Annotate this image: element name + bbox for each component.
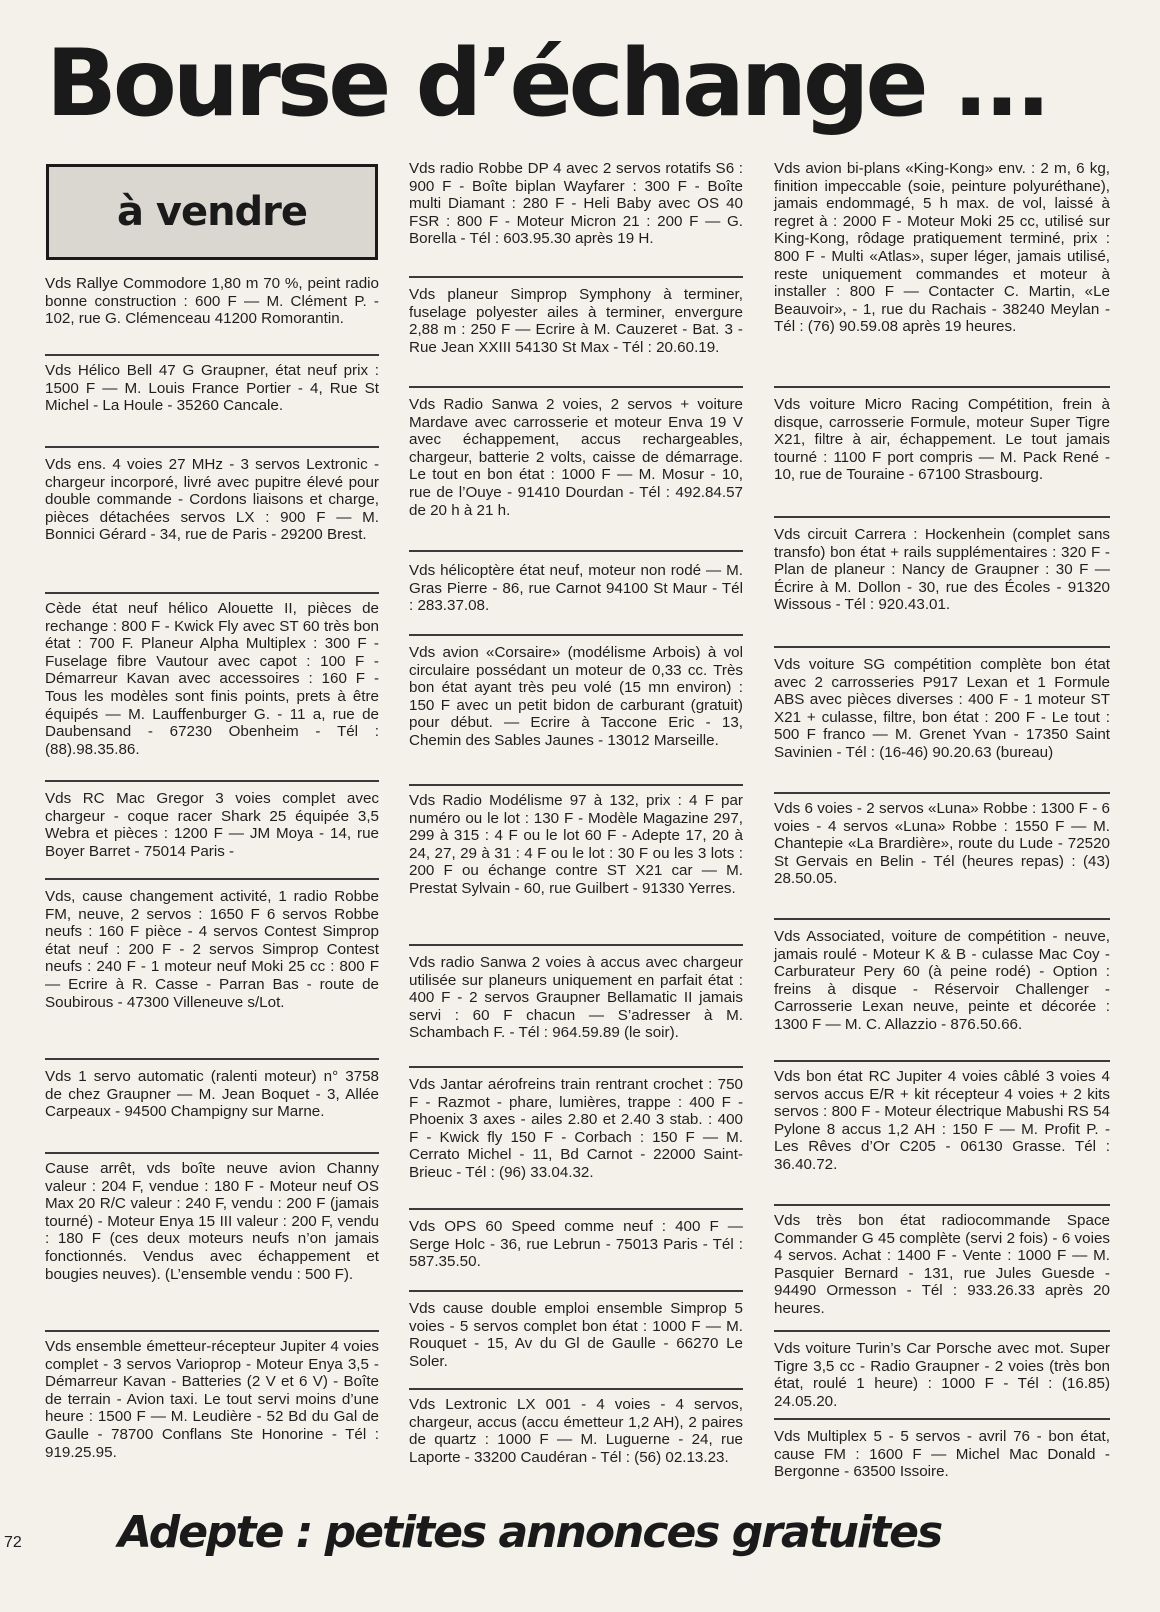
classified-ad: Vds OPS 60 Speed comme neuf : 400 F — Serge Holc - 36, rue Lebrun - 75013 Paris - Tél : 587.35.50. bbox=[409, 1218, 743, 1271]
classified-ad: Vds Associated, voiture de compétition - neuve, jamais roulé - Moteur K & B - culasse Mac Coy - Carburateur Pery 60 (à peine rodé) - Option : freins à disque - Réservoir Challenger - Carrosserie Lexan neuve, peinte et décorée : 1300 F — M. C. Allazzio - 876.50.66. bbox=[774, 928, 1110, 1033]
ad-divider bbox=[774, 516, 1110, 518]
ad-divider bbox=[45, 780, 379, 782]
classified-ad: Vds Lextronic LX 001 - 4 voies - 4 servos, chargeur, accus (accu émetteur 1,2 AH), 2 paires de quartz : 1000 F — M. Luguerne - 24, rue Laporte - 33200 Caudéran - Tél : (56) 02.13.23. bbox=[409, 1396, 743, 1466]
classified-ad: Vds voiture SG compétition complète bon état avec 2 carrosseries P917 Lexan et 1 Formule ABS avec pièces diverses : 400 F - 1 moteur ST X21 + culasse, filtre, bon état : 200 F - Le tout : 500 F franco — M. Grenet Yvan - 17350 Saint Savinien - Tél : (16-46) 90.20.63 (bureau) bbox=[774, 656, 1110, 761]
classified-ad: Vds bon état RC Jupiter 4 voies câblé 3 voies 4 servos accus E/R + kit récepteur 4 voies + 2 kits servos : 800 F - Moteur électrique Mabushi RS 54 Pylone 8 accus 1,2 AH : 150 F — M. Profit P. - Les Rêves d’Or C205 - 06130 Grasse. Tél : 36.40.72. bbox=[774, 1068, 1110, 1173]
classified-ad: Vds Multiplex 5 - 5 servos - avril 76 - bon état, cause FM : 1600 F — Michel Mac Donald - Bergonne - 63500 Issoire. bbox=[774, 1428, 1110, 1481]
classified-ad: Vds Hélico Bell 47 G Graupner, état neuf prix : 1500 F — M. Louis France Portier - 4, Rue St Michel - La Houle - 35260 Cancale. bbox=[45, 362, 379, 415]
ad-divider bbox=[409, 550, 743, 552]
ad-divider bbox=[774, 386, 1110, 388]
ad-divider bbox=[774, 918, 1110, 920]
classified-ad: Cause arrêt, vds boîte neuve avion Channy valeur : 204 F, vendue : 180 F - Moteur neuf OS Max 20 R/C valeur : 240 F, vendu : 200 F (jamais tourné) - Moteur Enya 15 III valeur : 200 F, vendu : 180 F (ces deux moteurs neufs n’on jamais fonctionnés. Vendus avec échappement et bougies neuves). (L’ensemble vendu : 500 F). bbox=[45, 1160, 379, 1283]
classified-ad: Vds Radio Modélisme 97 à 132, prix : 4 F par numéro ou le lot : 130 F - Modèle Magazine 297, 299 à 315 : 4 F ou le lot 60 F - Adepte 17, 20 à 24, 27, 29 à 31 : 4 F ou le lot : 30 F ou les 3 lots : 200 F ou échange contre ST X21 car — M. Prestat Sylvain - 60, rue Guilbert - 91330 Yerres. bbox=[409, 792, 743, 897]
ad-divider bbox=[45, 1152, 379, 1154]
classified-ad: Vds avion «Corsaire» (modélisme Arbois) à vol circulaire possédant un moteur de 0,33 cc. Très bon état ayant très peu volé (15 mn environ) : 150 F avec un petit bidon de carburant (gratuit) pour début. — Ecrire à Taccone Eric - 13, Chemin des Sables Jaunes - 13012 Marseille. bbox=[409, 644, 743, 749]
classified-ad: Vds 6 voies - 2 servos «Luna» Robbe : 1300 F - 6 voies - 4 servos «Luna» Robbe : 1550 F — M. Chantepie «La Brardière», route du Lude - 72520 St Gervais en Belin - Tél (heures repas) : (43) 28.50.05. bbox=[774, 800, 1110, 888]
classified-ad: Vds RC Mac Gregor 3 voies complet avec chargeur - coque racer Shark 25 équipée 3,5 Webra et pièces : 1200 F — JM Moya - 14, rue Boyer Barret - 75014 Paris - bbox=[45, 790, 379, 860]
ad-divider bbox=[774, 792, 1110, 794]
ad-divider bbox=[409, 1066, 743, 1068]
classified-ad: Cède état neuf hélico Alouette II, pièces de rechange : 800 F - Kwick Fly avec ST 60 très bon état : 700 F. Planeur Alpha Multiplex : 300 F - Fuselage fibre Vautour avec capot : 100 F - Démarreur Kavan avec accessoires : 160 F - Tous les modèles sont finis points, prets à être équipés — M. Lauffenburger G. - 11 a, rue de Daubensand - 67230 Obenheim - Tél : (88).98.35.86. bbox=[45, 600, 379, 758]
ad-divider bbox=[409, 276, 743, 278]
classified-ad: Vds circuit Carrera : Hockenhein (complet sans transfo) bon état + rails supplémentaires : 320 F - Plan de planeur : Nancy de Graupner : 30 F — Écrire à M. Dollon - 30, rue des Écoles - 91320 Wissous - Tél : 920.43.01. bbox=[774, 526, 1110, 614]
ad-divider bbox=[45, 354, 379, 356]
ad-divider bbox=[774, 1330, 1110, 1332]
ad-divider bbox=[45, 446, 379, 448]
ad-divider bbox=[409, 1388, 743, 1390]
ad-divider bbox=[45, 1330, 379, 1332]
classified-ad: Vds Radio Sanwa 2 voies, 2 servos + voiture Mardave avec carrosserie et moteur Enva 19 V avec échappement, accus rechargeables, chargeur, batterie 2 volts, caisse de démarrage. Le tout en bon état : 1000 F — M. Mosur - 10, rue de l’Ouye - 91410 Dourdan - Tél : 492.84.57 de 20 h à 21 h. bbox=[409, 396, 743, 519]
classified-ad: Vds avion bi-plans «King-Kong» env. : 2 m, 6 kg, finition impeccable (soie, peinture polyuréthane), jamais endommagé, 5 h max. de vol, laissé à regret à : 2000 F - Moteur Moki 25 cc, utilisé sur King-Kong, rôdage pratiquement terminé, prix : 800 F - Multi «Atlas», super léger, jamais utilisé, reste uniquement commandes et moteur à installer : 800 F — Contacter C. Martin, «Le Beauvoir», - 1, rue du Rachais - 38240 Meylan - Tél : (76) 90.59.08 après 19 heures. bbox=[774, 160, 1110, 336]
classified-ad: Vds voiture Micro Racing Compétition, frein à disque, carrosserie Formule, moteur Super Tigre X21, filtre à air, échappement. Le tout jamais tourné : 1100 F port compris — M. Pack René - 10, rue de Touraine - 67100 Strasbourg. bbox=[774, 396, 1110, 484]
ad-divider bbox=[409, 386, 743, 388]
classified-ad: Vds cause double emploi ensemble Simprop 5 voies - 5 servos complet bon état : 1000 F — M. Rouquet - 15, Av du Gl de Gaulle - 66270 Le Soler. bbox=[409, 1300, 743, 1370]
ad-divider bbox=[45, 592, 379, 594]
classified-ad: Vds ensemble émetteur-récepteur Jupiter 4 voies complet - 3 servos Varioprop - Moteur Enya 3,5 - Démarreur Kavan - Batteries (2 V et 6 V) - Boîte de terrain - Avion taxi. Le tout servi moins d’une heure : 1500 F — M. Leudière - 52 Bd du Gal de Gaulle - 78700 Conflans Ste Honorine - Tél : 919.25.95. bbox=[45, 1338, 379, 1461]
page-title: Bourse d’échange ... bbox=[46, 29, 1047, 137]
ad-divider bbox=[774, 646, 1110, 648]
classified-ad: Vds Jantar aérofreins train rentrant crochet : 750 F - Razmot - phare, lumières, trappe : 400 F - Phoenix 3 axes - ailes 2.80 et 2.40 3 stab. : 400 F - Kwick fly 150 F - Corbach : 150 F — M. Cerrato Michel - 11, Bd Carnot - 22000 Saint-Brieuc - Tél : (96) 33.04.32. bbox=[409, 1076, 743, 1181]
classified-ad: Vds voiture Turin’s Car Porsche avec mot. Super Tigre 3,5 cc - Radio Graupner - 2 voies (très bon état, roulé 1 heure) : 1000 F - Tél : (16.85) 24.05.20. bbox=[774, 1340, 1110, 1410]
classified-ad: Vds Rallye Commodore 1,80 m 70 %, peint radio bonne construction : 600 F — M. Clément P. - 102, rue G. Clémenceau 41200 Romorantin. bbox=[45, 275, 379, 328]
footer-tagline: Adepte : petites annonces gratuites bbox=[118, 1507, 942, 1558]
classified-ad: Vds ens. 4 voies 27 MHz - 3 servos Lextronic - chargeur incorporé, livré avec pupitre élevé pour double commande - Cordons liaisons et charge, pièces détachées servos LX : 900 F — M. Bonnici Gérard - 34, rue de Paris - 29200 Brest. bbox=[45, 456, 379, 544]
page-number: 72 bbox=[4, 1534, 22, 1551]
classified-ad: Vds très bon état radiocommande Space Commander G 45 complète (servi 2 fois) - 6 voies 4 servos. Achat : 1400 F - Vente : 1000 F — M. Pasquier Bernard - 131, rue Jules Guesde - 94490 Ormesson - Tél : 933.26.33 après 20 heures. bbox=[774, 1212, 1110, 1317]
ad-divider bbox=[409, 784, 743, 786]
classified-ad: Vds radio Robbe DP 4 avec 2 servos rotatifs S6 : 900 F - Boîte biplan Wayfarer : 300 F - Boîte multi Diamant : 280 F - Heli Baby avec OS 40 FSR : 800 F - Moteur Micron 21 : 200 F — G. Borella - Tél : 603.95.30 après 19 H. bbox=[409, 160, 743, 248]
ad-divider bbox=[409, 944, 743, 946]
ad-divider bbox=[409, 634, 743, 636]
ad-divider bbox=[409, 1290, 743, 1292]
classified-ad: Vds hélicoptère état neuf, moteur non rodé — M. Gras Pierre - 86, rue Carnot 94100 St Maur - Tél : 283.37.08. bbox=[409, 562, 743, 615]
ad-divider bbox=[409, 1208, 743, 1210]
section-banner bbox=[46, 164, 378, 260]
classified-ad: Vds radio Sanwa 2 voies à accus avec chargeur utilisée sur planeurs uniquement en parfait état : 400 F - 2 servos Graupner Bellamatic II jamais servi : 60 F chacun — S’adresser à M. Schambach F. - Tél : 964.59.89 (le soir). bbox=[409, 954, 743, 1042]
classified-ad: Vds, cause changement activité, 1 radio Robbe FM, neuve, 2 servos : 1650 F 6 servos Robbe neufs : 160 F pièce - 4 servos Contest Simprop état neuf : 200 F - 2 servos Simprop Contest neufs : 240 F - 1 moteur neuf Moki 25 cc : 800 F — Ecrire à R. Casse - Parran Bas - route de Soubirous - 47300 Villeneuve s/Lot. bbox=[45, 888, 379, 1011]
classified-ad: Vds 1 servo automatic (ralenti moteur) n° 3758 de chez Graupner — M. Jean Boquet - 3, Allée Carpeaux - 94500 Champigny sur Marne. bbox=[45, 1068, 379, 1121]
ad-divider bbox=[45, 878, 379, 880]
classified-ad: Vds planeur Simprop Symphony à terminer, fuselage polyester ailes à terminer, envergure 2,88 m : 250 F — Ecrire à M. Cauzeret - Bat. 3 - Rue Jean XXIII 54130 St Max - Tél : 20.60.19. bbox=[409, 286, 743, 356]
ad-divider bbox=[774, 1204, 1110, 1206]
ad-divider bbox=[45, 1058, 379, 1060]
ad-divider bbox=[774, 1060, 1110, 1062]
ad-divider bbox=[774, 1418, 1110, 1420]
section-title: à vendre bbox=[116, 189, 308, 235]
